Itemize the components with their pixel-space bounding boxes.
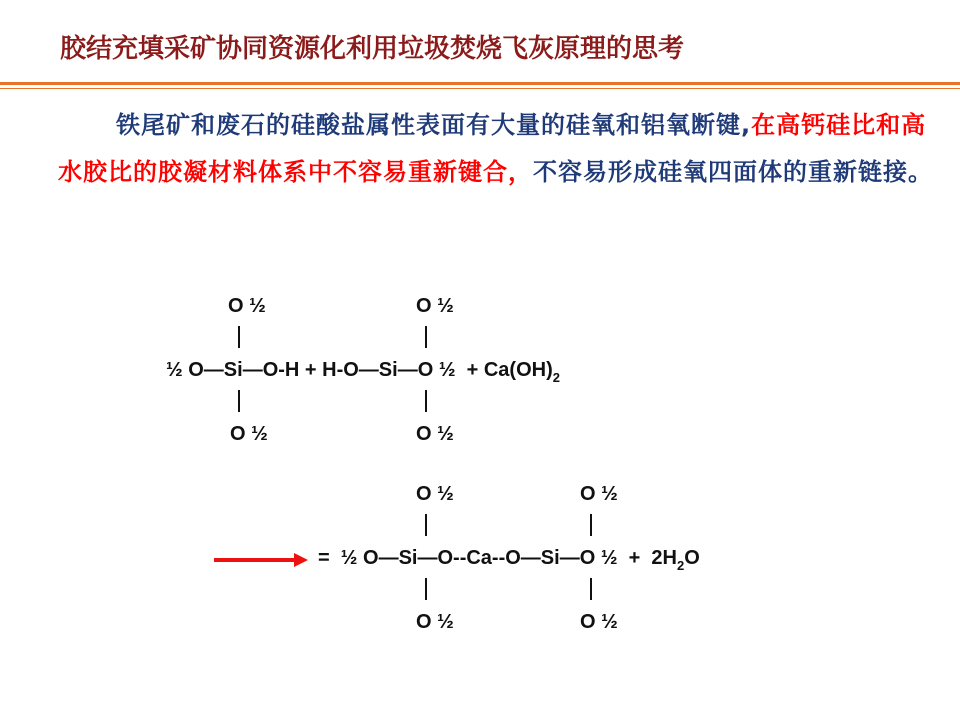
paragraph-text-1: 铁尾矿和废石的硅酸盐属性表面有大量的硅氧和铝氧断键,: [116, 111, 752, 139]
r2-subscript: 2: [676, 558, 685, 573]
r2-bond-top-2: [590, 514, 592, 536]
r1-subscript: 2: [552, 370, 560, 385]
r2-bond-bottom-2: [590, 578, 592, 600]
slide-title: 胶结充填采矿协同资源化利用垃圾焚烧飞灰原理的思考: [60, 34, 685, 64]
r2-main-line: [318, 546, 700, 572]
r2-bond-bottom-1: [425, 578, 427, 600]
title-divider: [0, 82, 960, 85]
body-paragraph: [58, 102, 938, 196]
r1-bond-top-2: [425, 326, 427, 348]
arrow-head-icon: [294, 553, 308, 567]
r1-top-oxygen-2: O ½: [416, 295, 454, 317]
r1-bond-bottom-1: [238, 390, 240, 412]
r2-bottom-oxygen-1: O ½: [416, 611, 454, 633]
r2-main-suffix: O: [684, 547, 700, 569]
r1-main-line: [166, 358, 560, 384]
r2-top-oxygen-2: O ½: [580, 483, 618, 505]
paragraph-text-2: 不容易形成硅氧四面体的重新链接。: [533, 158, 933, 186]
r1-top-oxygen-1: O ½: [228, 295, 266, 317]
r1-bottom-oxygen-2: O ½: [416, 423, 454, 445]
r1-bond-bottom-2: [425, 390, 427, 412]
paragraph-highlight: 在高钙硅比和高水胶比的胶凝材料体系中不容易重新键合，: [58, 111, 927, 186]
r1-main-text: ½ O—Si—O-H + H-O—Si—O ½ + Ca(OH): [166, 359, 553, 381]
r2-main-text: = ½ O—Si—O--Ca--O—Si—O ½ + 2H: [318, 547, 677, 569]
r1-bond-top-1: [238, 326, 240, 348]
r1-bottom-oxygen-1: O ½: [230, 423, 268, 445]
r2-bond-top-1: [425, 514, 427, 536]
r2-top-oxygen-1: O ½: [416, 483, 454, 505]
reaction-arrow: [214, 558, 296, 562]
title-divider-thin: [0, 88, 960, 89]
r2-bottom-oxygen-2: O ½: [580, 611, 618, 633]
